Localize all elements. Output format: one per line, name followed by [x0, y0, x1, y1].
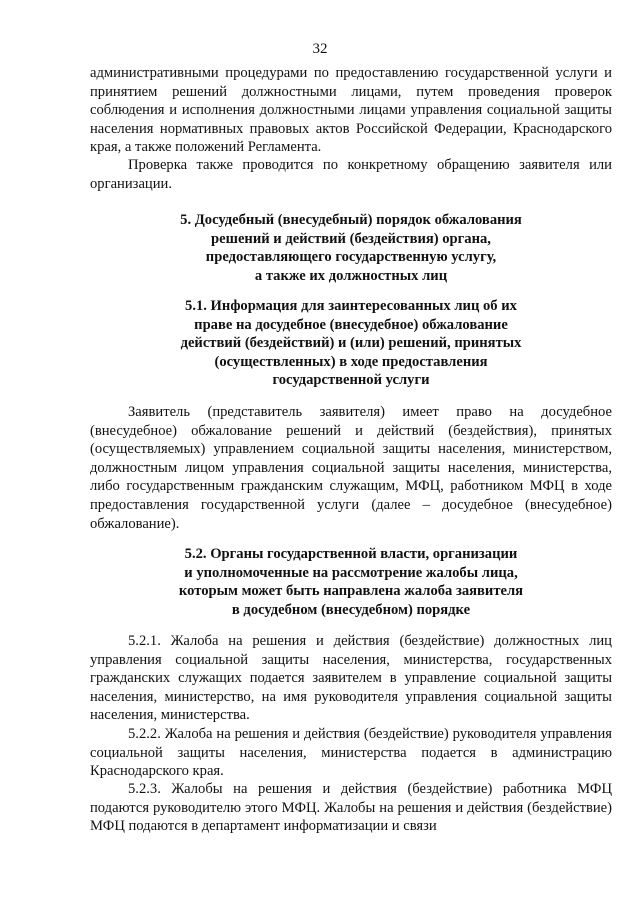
heading-line: (осуществленных) в ходе предоставления: [214, 353, 488, 370]
heading-line: в досудебном (внесудебном) порядке: [231, 601, 471, 618]
heading-line: 5. Досудебный (внесудебный) порядок обжалования: [180, 212, 522, 228]
heading-line: которым может быть направлена жалоба заявителя: [178, 583, 524, 600]
heading-line: 5.1. Информация для заинтересованных лиц об их: [185, 298, 517, 314]
page-number: 32: [312, 41, 328, 57]
paragraph-5-2-1: 5.2.1. Жалоба на решения и действия (бездействие) должностных лиц управления социальной защиты населения, министерства, государственных гражданских служащих подается заявителем в управление социальной защиты населения, министерство, на имя руководителя управления социальной защиты населения, министерства.: [90, 633, 612, 724]
heading-line: а также их должностных лиц: [254, 267, 448, 284]
heading-line: действий (бездействий) и (или) решений, принятых: [180, 335, 522, 352]
heading-line: 5.2. Органы государственной власти, организации: [184, 546, 518, 562]
paragraph-admin-procedures: административными процедурами по предоставлению государственной услуги и принятием решений должностными лицами, путем проведения проверок соблюдения и исполнения должностными лицами управления социальной защиты населения нормативных правовых актов Российской Федерации, Краснодарского края, а также положений Регламента.: [90, 65, 612, 156]
paragraph-5-2-3: 5.2.3. Жалобы на решения и действия (бездействие) работника МФЦ подаются руководителю этого МФЦ. Жалобы на решения и действия (бездействие) МФЦ подаются в департамент информатизации и связи: [90, 781, 612, 835]
heading-line: праве на досудебное (внесудебное) обжалование: [194, 316, 508, 333]
section-5-2-heading: [110, 545, 592, 619]
paragraph-inspection: Проверка также проводится по конкретному обращению заявителя или организации.: [90, 157, 612, 192]
paragraph-5-2-2: 5.2.2. Жалоба на решения и действия (бездействие) руководителя управления социальной защиты населения, министерства подается в администрацию Краснодарского края.: [90, 726, 612, 780]
heading-line: и уполномоченные на рассмотрение жалобы лица,: [184, 564, 518, 581]
heading-line: решений и действий (бездействия) органа,: [211, 230, 491, 247]
section-5-heading: [110, 211, 592, 285]
heading-line: предоставляющего государственную услугу,: [205, 249, 497, 266]
section-5-1-heading: [110, 297, 592, 390]
heading-line: государственной услуги: [272, 372, 430, 389]
paragraph-appeal-right: Заявитель (представитель заявителя) имеет право на досудебное (внесудебное) обжалование решений и действий (бездействия), принятых (осуществляемых) управлением социальной защиты населения, министерством, должностным лицом управления социальной защиты населения, министерства, либо государственным гражданским служащим, МФЦ, работником МФЦ в ходе предоставления государственной услуги (далее – досудебное (внесудебное) обжалование).: [90, 404, 612, 532]
